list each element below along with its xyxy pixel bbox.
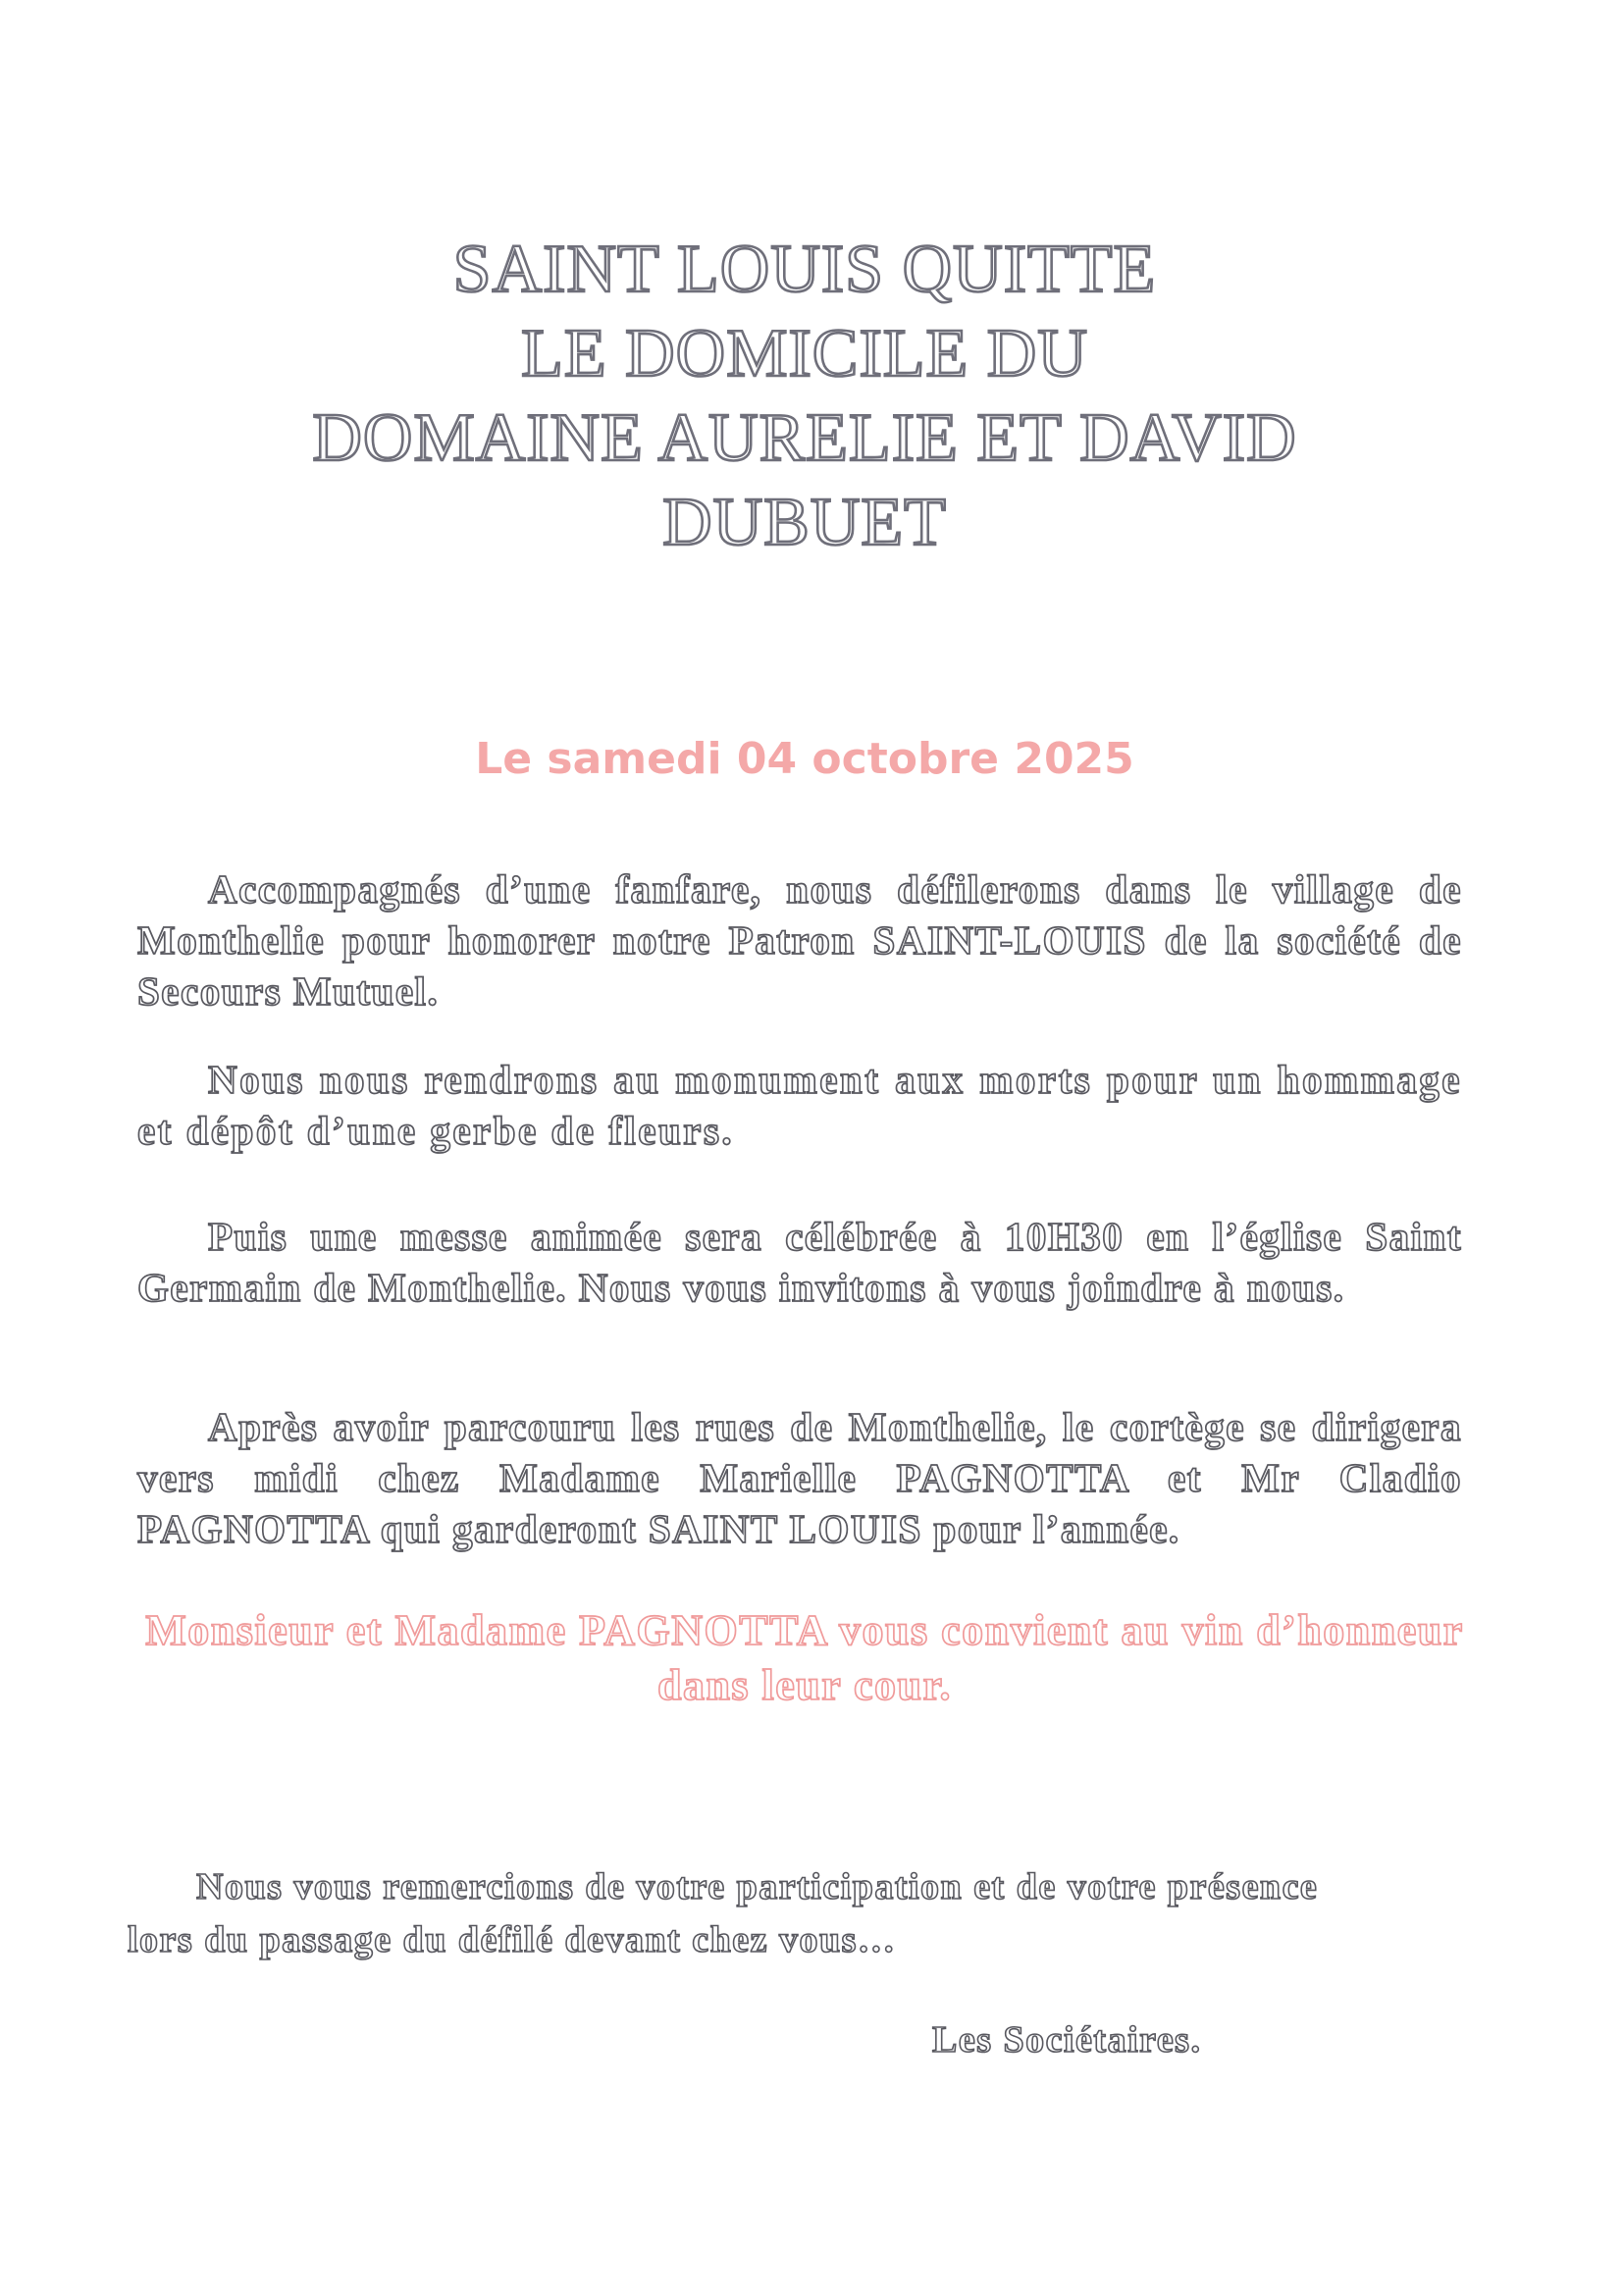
paragraph-monument: Nous nous rendrons au monument aux morts pour un hommage et dépôt d’une gerbe de fleurs. [137,1057,1462,1153]
event-date: Le samedi 04 octobre 2025 [475,734,1134,784]
document-title [0,228,1609,565]
title-line-3: DOMAINE AURELIE ET DAVID [312,400,1297,476]
paragraph-mass: Puis une messe animée sera célébrée à 10H30 en l’église Saint Germain de Monthelie. Nous vous invitons à vous joindre à nous. [137,1214,1462,1310]
paragraph-procession: Après avoir parcouru les rues de Monthelie, le cortège se dirigera vers midi chez Madame Marielle PAGNOTTA et Mr Cladio PAGNOTTA qui garderont SAINT LOUIS pour l’année. [137,1404,1462,1551]
closing-thanks: Nous vous remercions de votre participation et de votre présence lors du passage du défilé devant chez vous… [128,1866,1319,1960]
paragraph-parade: Accompagnés d’une fanfare, nous défilerons dans le village de Monthelie pour honorer notre Patron SAINT-LOUIS de la société de Secours Mutuel. [137,866,1462,1014]
title-line-4: DUBUET [662,485,947,560]
title-line-1: SAINT LOUIS QUITTE [452,232,1157,307]
signature: Les Sociétaires. [932,2019,1202,2061]
invitation-highlight: Monsieur et Madame PAGNOTTA vous convient au vin d’honneur dans leur cour. [145,1606,1464,1709]
title-line-2: LE DOMICILE DU [521,316,1088,391]
